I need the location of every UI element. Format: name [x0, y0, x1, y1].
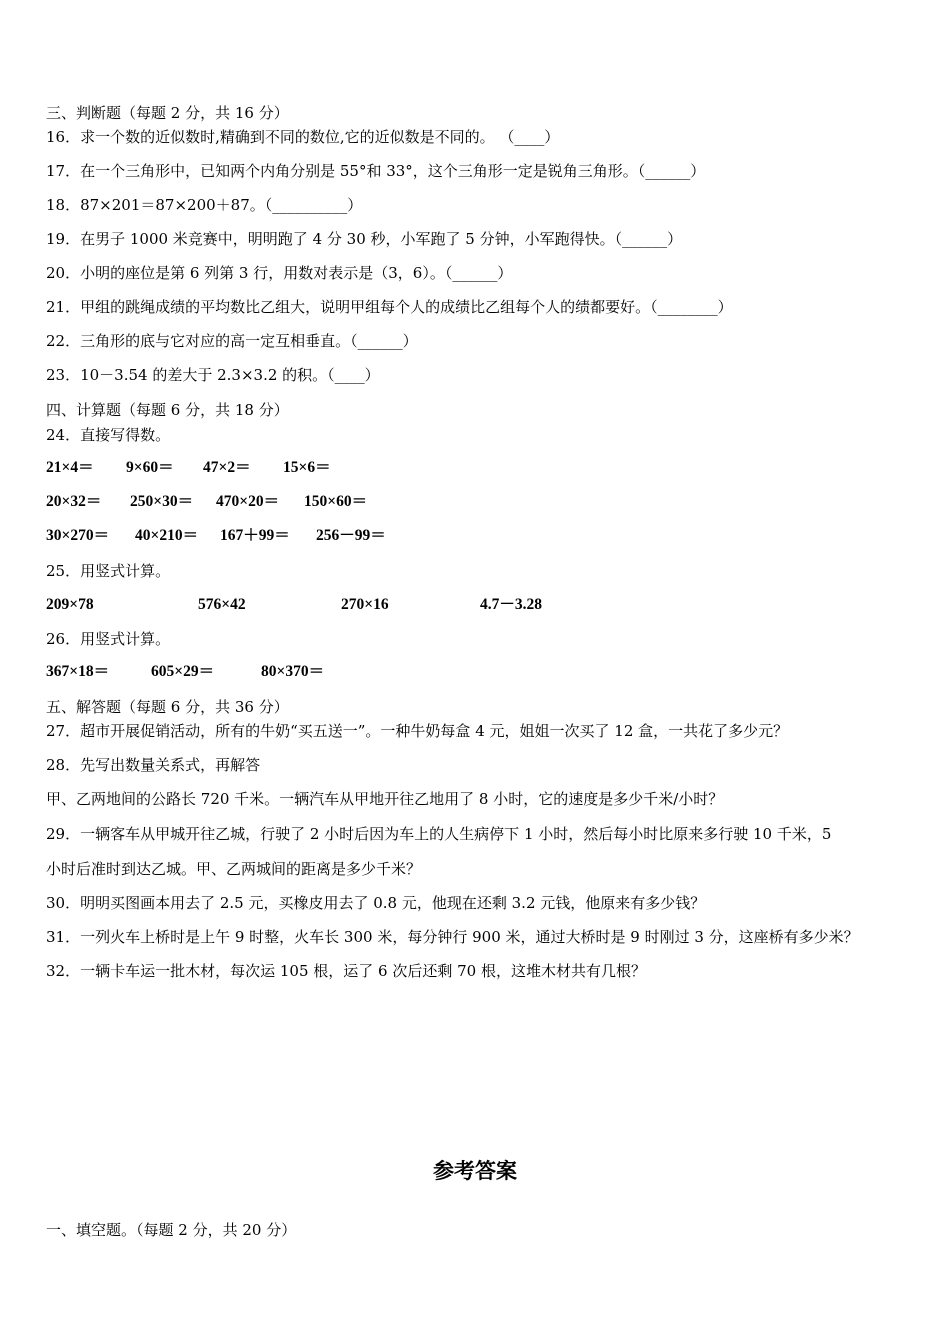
question-23: 23．10－3.54 的差大于 2.3×3.2 的积。（____） — [46, 366, 380, 384]
calc-item: 21×4＝ — [46, 459, 94, 476]
calc-item: 150×60＝ — [304, 493, 368, 510]
question-29-cont: 小时后准时到达乙城。甲、乙两城间的距离是多少千米？ — [46, 860, 422, 878]
calc-item: 605×29＝ — [151, 663, 215, 680]
calc-item: 47×2＝ — [203, 459, 251, 476]
question-19: 19．在男子 1000 米竞赛中，明明跑了 4 分 30 秒，小军跑了 5 分钟，小军跑得快。（______） — [46, 230, 683, 248]
calc-item: 80×370＝ — [261, 663, 325, 680]
question-22: 22．三角形的底与它对应的高一定互相垂直。（______） — [46, 332, 418, 350]
calc-item: 470×20＝ — [216, 493, 280, 510]
calc-item: 167＋99＝ — [220, 527, 290, 544]
question-24: 24．直接写得数。 — [46, 426, 171, 444]
calc-item: 256－99＝ — [316, 527, 386, 544]
section4-heading: 四、计算题（每题 6 分，共 18 分） — [46, 401, 289, 419]
calc-item: 20×32＝ — [46, 493, 102, 510]
calc-item: 15×6＝ — [283, 459, 331, 476]
section5-heading: 五、解答题（每题 6 分，共 36 分） — [46, 698, 289, 716]
question-20: 20．小明的座位是第 6 列第 3 行，用数对表示是（3，6）。（______） — [46, 264, 513, 282]
calc-item: 209×78 — [46, 596, 94, 613]
question-28: 28．先写出数量关系式，再解答 — [46, 756, 261, 774]
question-18: 18．87×201＝87×200＋87。（__________） — [46, 196, 363, 214]
question-31: 31．一列火车上桥时是上午 9 时整，火车长 300 米，每分钟行 900 米，通过大桥时是 9 时刚过 3 分，这座桥有多少米？ — [46, 928, 859, 946]
calc-item: 30×270＝ — [46, 527, 110, 544]
question-28-body: 甲、乙两地间的公路长 720 千米。一辆汽车从甲地开往乙地用了 8 小时，它的速度是多少千米/小时？ — [46, 790, 724, 808]
question-27: 27．超市开展促销活动，所有的牛奶“买五送一”。一种牛奶每盒 4 元，姐姐一次买了 12 盒，一共花了多少元？ — [46, 722, 789, 740]
calc-item: 40×210＝ — [135, 527, 199, 544]
calc-item: 367×18＝ — [46, 663, 110, 680]
calc-item: 250×30＝ — [130, 493, 194, 510]
question-32: 32．一辆卡车运一批木材，每次运 105 根，运了 6 次后还剩 70 根，这堆木材共有几根？ — [46, 962, 646, 980]
question-30: 30．明明买图画本用去了 2.5 元，买橡皮用去了 0.8 元，他现在还剩 3.2 元钱，他原来有多少钱？ — [46, 894, 706, 912]
question-16: 16．求一个数的近似数时,精确到不同的数位,它的近似数是不同的。 （____） — [46, 128, 560, 146]
question-26: 26．用竖式计算。 — [46, 630, 171, 648]
answers-section1-heading: 一、填空题。（每题 2 分，共 20 分） — [46, 1221, 297, 1239]
calc-item: 9×60＝ — [126, 459, 174, 476]
question-21: 21．甲组的跳绳成绩的平均数比乙组大，说明甲组每个人的成绩比乙组每个人的绩都要好。（________） — [46, 298, 733, 316]
calc-item: 576×42 — [198, 596, 246, 613]
question-29: 29．一辆客车从甲城开往乙城，行驶了 2 小时后因为车上的人生病停下 1 小时，然后每小时比原来多行驶 10 千米，5 — [46, 825, 832, 843]
calc-item: 4.7－3.28 — [480, 596, 543, 613]
calc-item: 270×16 — [341, 596, 389, 613]
answers-title: 参考答案 — [433, 1158, 517, 1183]
section3-heading: 三、判断题（每题 2 分，共 16 分） — [46, 104, 289, 122]
question-25: 25．用竖式计算。 — [46, 562, 171, 580]
question-17: 17．在一个三角形中，已知两个内角分别是 55°和 33°，这个三角形一定是锐角三角形。（______） — [46, 162, 706, 180]
